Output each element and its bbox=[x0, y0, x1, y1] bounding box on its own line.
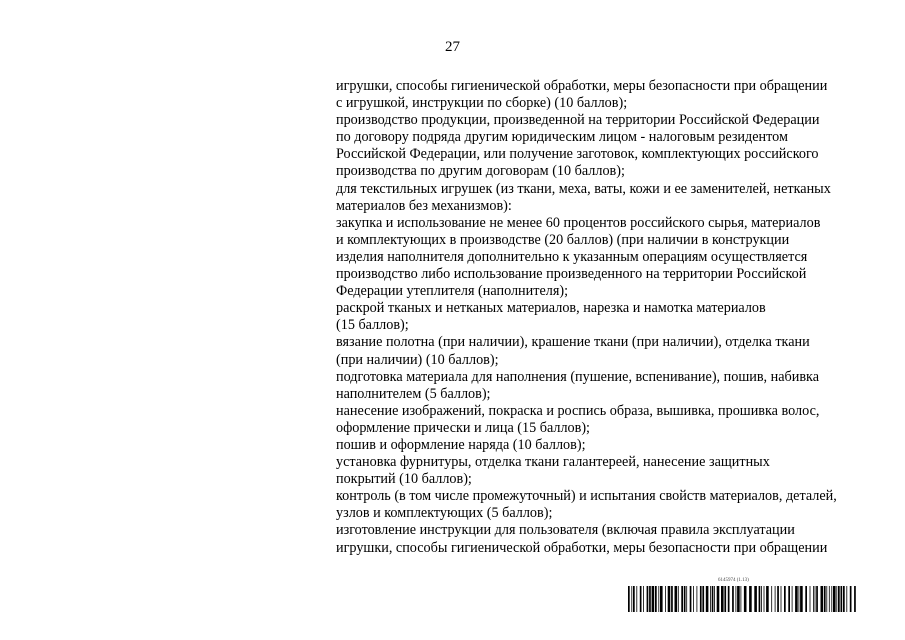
text-line: узлов и комплектующих (5 баллов); bbox=[336, 505, 553, 522]
text-line: игрушки, способы гигиенической обработки, меры безопасности при обращении bbox=[336, 78, 828, 94]
text-line: изделия наполнителя дополнительно к указанным операциям осуществляется bbox=[336, 248, 808, 265]
text-line: покрытий (10 баллов); bbox=[336, 471, 472, 488]
text-line: (15 баллов); bbox=[336, 317, 409, 334]
barcode-icon bbox=[628, 586, 856, 612]
page-number: 27 bbox=[445, 39, 460, 55]
text-line: вязание полотна (при наличии), крашение ткани (при наличии), отделка ткани bbox=[336, 334, 810, 351]
text-line: оформление прически и лица (15 баллов); bbox=[336, 419, 591, 436]
text-line: по договору подряда другим юридическим лицом - налоговым резидентом bbox=[336, 129, 788, 146]
text-line: подготовка материала для наполнения (пушение, вспенивание), пошив, набивка bbox=[336, 368, 820, 385]
text-line: Федерации утеплителя (наполнителя); bbox=[336, 283, 569, 300]
text-line: наполнителем (5 баллов); bbox=[336, 385, 491, 402]
text-line: изготовление инструкции для пользователя (включая правила эксплуатации bbox=[336, 522, 795, 539]
text-line: производство продукции, произведенной на территории Российской Федерации bbox=[336, 112, 820, 129]
text-line: нанесение изображений, покраска и роспись образа, вышивка, прошивка волос, bbox=[336, 402, 820, 419]
text-line: с игрушкой, инструкции по сборке) (10 баллов); bbox=[336, 95, 628, 112]
text-line: Российской Федерации, или получение заготовок, комплектующих российского bbox=[336, 146, 819, 163]
barcode-code: 6145974 (1.13) bbox=[718, 578, 749, 583]
body-text bbox=[336, 78, 884, 557]
text-line: (при наличии) (10 баллов); bbox=[336, 351, 499, 368]
text-line: и комплектующих в производстве (20 баллов) (при наличии в конструкции bbox=[336, 231, 790, 248]
text-line: закупка и использование не менее 60 процентов российского сырья, материалов bbox=[336, 214, 821, 231]
text-line: установка фурнитуры, отделка ткани галантереей, нанесение защитных bbox=[336, 454, 770, 471]
text-line: производства по другим договорам (10 баллов); bbox=[336, 163, 625, 180]
text-line: для текстильных игрушек (из ткани, меха, ваты, кожи и ее заменителей, нетканых bbox=[336, 180, 831, 197]
text-line: пошив и оформление наряда (10 баллов); bbox=[336, 436, 586, 453]
text-line: раскрой тканых и нетканых материалов, нарезка и намотка материалов bbox=[336, 300, 766, 317]
text-line: производство либо использование произведенного на территории Российской bbox=[336, 266, 807, 283]
text-line: контроль (в том числе промежуточный) и испытания свойств материалов, деталей, bbox=[336, 488, 837, 505]
text-line: игрушки, способы гигиенической обработки, меры безопасности при обращении bbox=[336, 539, 828, 556]
text-line: материалов без механизмов): bbox=[336, 197, 512, 214]
